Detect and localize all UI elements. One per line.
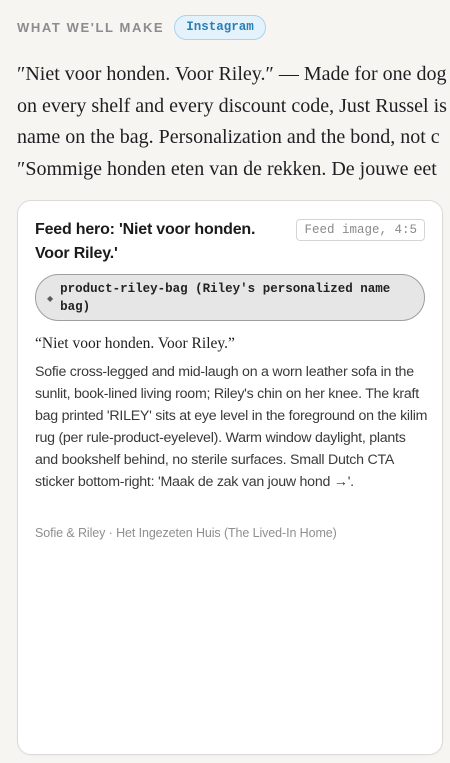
intro-line: ″Niet voor honden. Voor Riley.″ — Made for one dog (17, 63, 447, 85)
intro-line: on every shelf and every discount code, Just Russel is (17, 94, 447, 117)
image-description: Sofie cross-legged and mid-laugh on a worn leather sofa in the sunlit, book-lined living room; Riley's chin on her knee. The kraft bag printed 'RILEY' sits at eye level in the foreground on the kilim rug (per rule-product-eyelevel). Warm window daylight, plants and bookshelf behind, no sterile surfaces. Small Dutch CTA sticker bottom-right: 'Maak de zak van jouw hond →'. (35, 364, 428, 490)
platform-badge: Instagram (174, 15, 266, 40)
asset-label: product-riley-bag (Riley's personalized name bag) (60, 281, 391, 314)
format-chip: Feed image, 4:5 (296, 219, 425, 241)
intro-line: name on the bag. Personalization and the bond, not c (17, 126, 440, 148)
asset-pill (35, 274, 425, 321)
headline-quote: “Niet voor honden. Voor Riley.” (35, 335, 235, 352)
intro-line: ″Sommige honden eten van de rekken. De jouwe eet (17, 157, 437, 180)
section-header (17, 14, 266, 40)
deliverable-card (17, 200, 443, 755)
intro-paragraph (17, 59, 450, 185)
card-caption: Sofie & Riley · Het Ingezeten Huis (The Lived-In Home) (35, 526, 337, 540)
card-title: Feed hero: 'Niet voor honden. Voor Riley.' (35, 221, 256, 262)
diamond-icon: ◆ (47, 293, 54, 303)
section-eyebrow: WHAT WE'LL MAKE (17, 19, 165, 35)
